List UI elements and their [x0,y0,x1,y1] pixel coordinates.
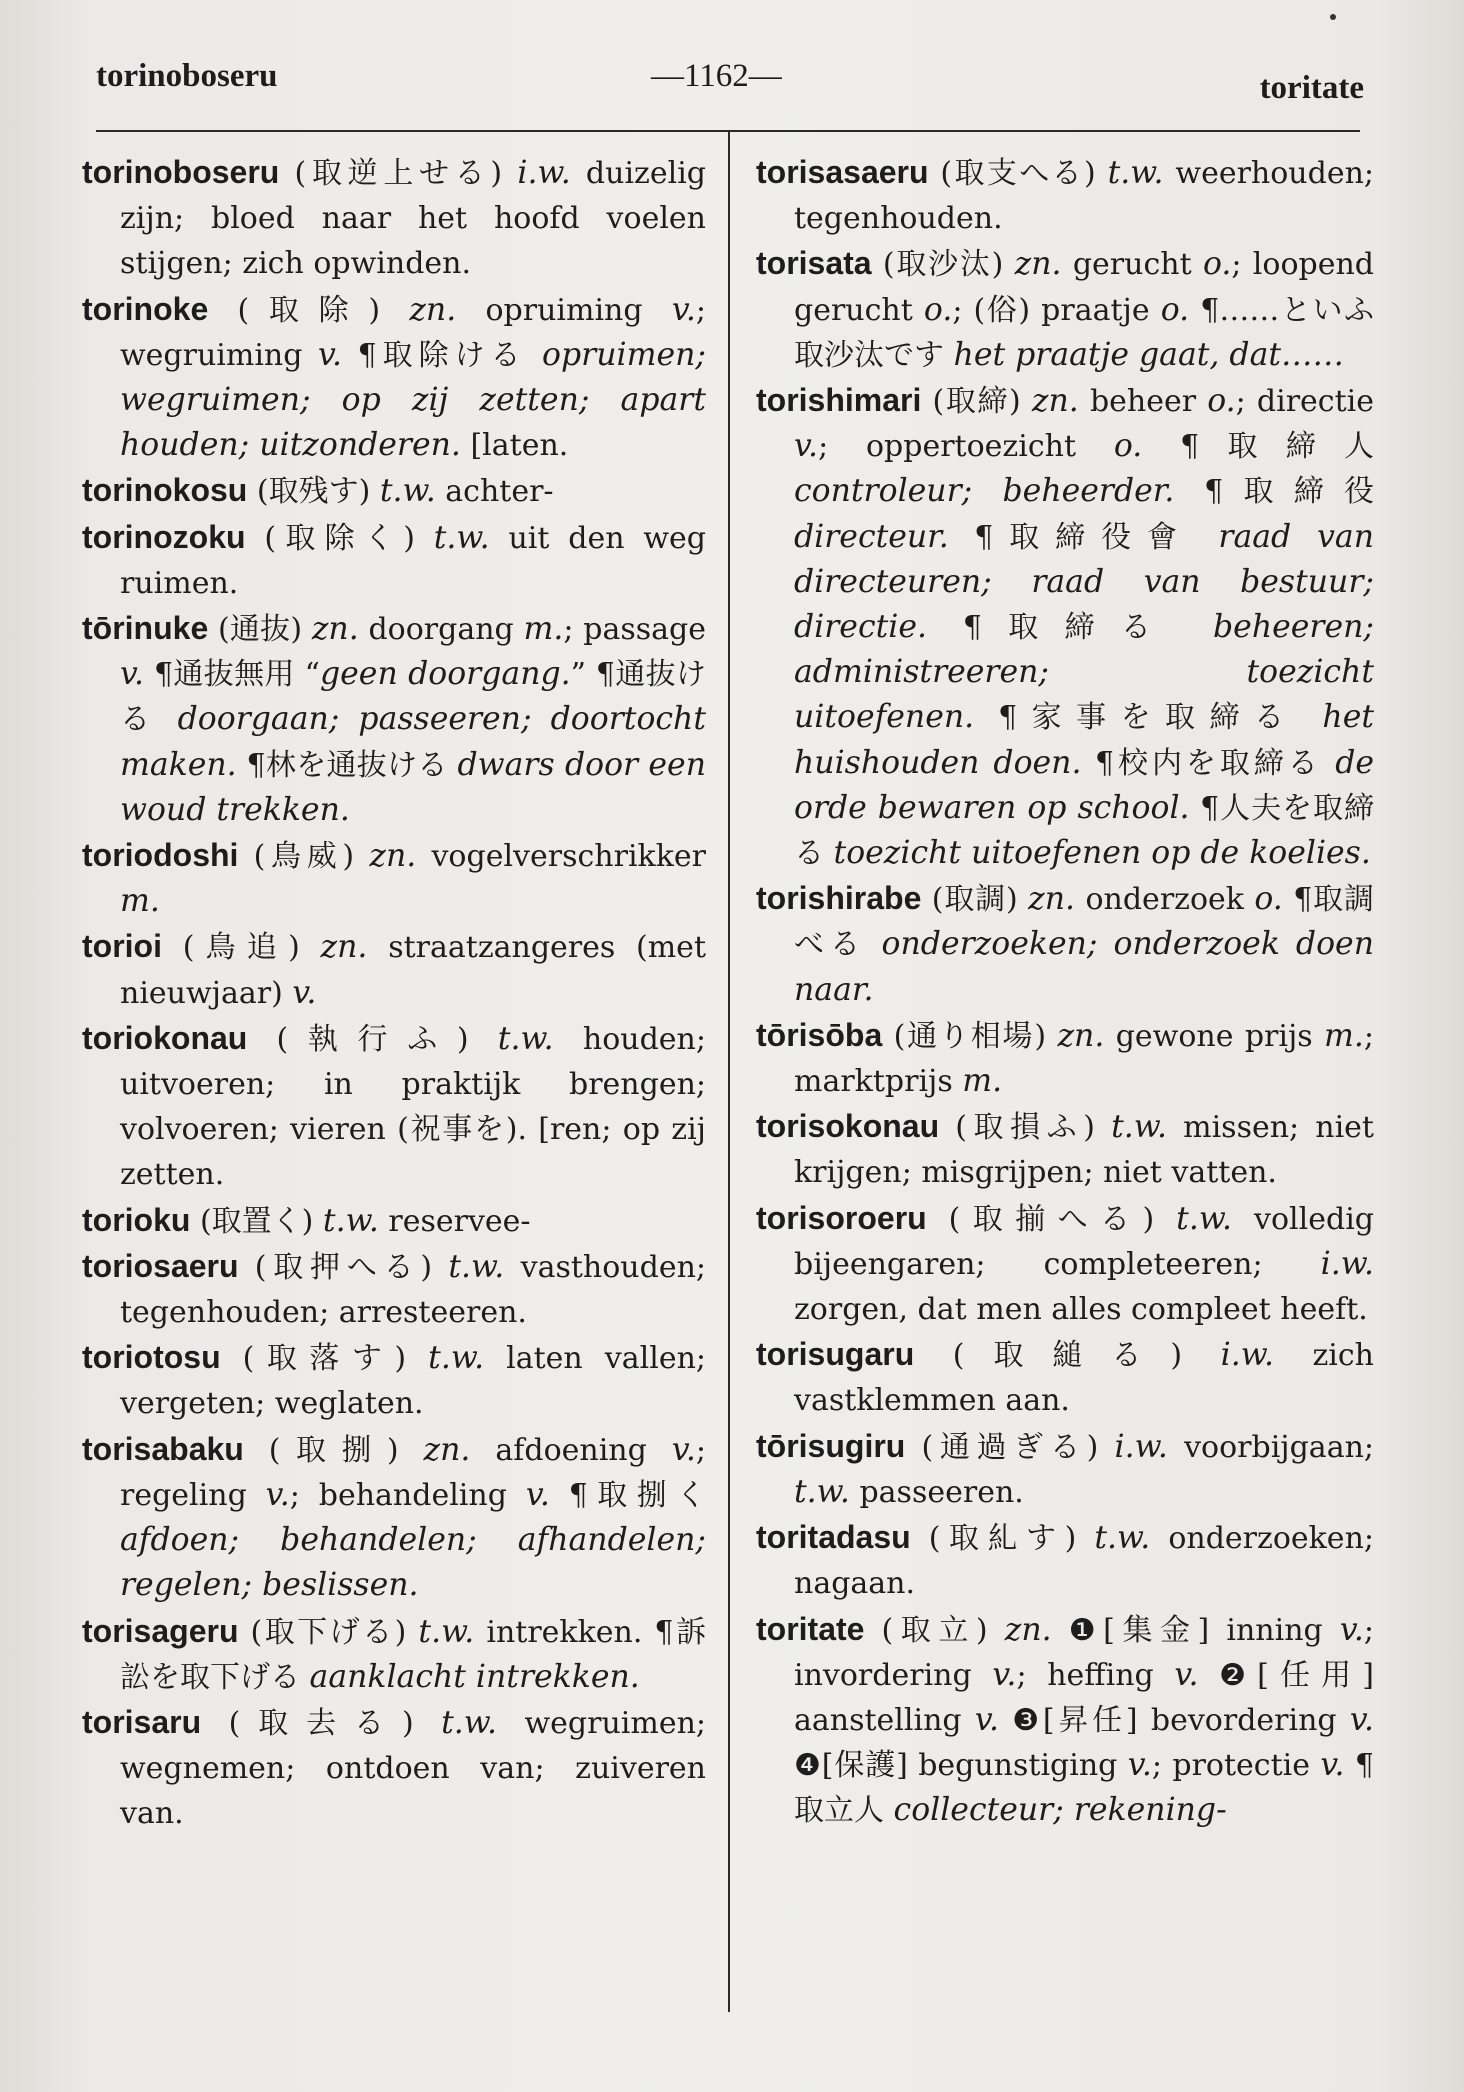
entry-text: passeeren. [849,1474,1024,1510]
entry-italic-text: aanklacht intrekken. [309,1658,640,1695]
entry-text: (取落す) [220,1341,429,1377]
entry-text: ¶家事を取締る [974,700,1323,736]
entry-text: ; regeling [120,1432,706,1513]
dictionary-entry [82,833,706,924]
entry-headword: torinokosu [82,472,248,509]
entry-text: (通抜) [208,612,312,648]
entry-italic-text: o. [1113,428,1143,465]
entry-italic-text: t.w. [441,1704,498,1741]
entry-text: onderzoek [1075,882,1255,918]
entry-headword: toritadasu [756,1519,911,1556]
column-divider [728,132,730,2012]
entry-text: ¶取捌く [549,1477,706,1513]
entry-headword: tōrinuke [82,610,209,647]
entry-text: (通り相場) [882,1018,1058,1054]
entry-italic-text: zn. [320,929,368,966]
entry-italic-text: m. [523,611,564,648]
entry-italic-text: t.w. [379,473,436,510]
entry-text: (取損ふ) [939,1110,1112,1146]
ink-speck [1330,14,1336,20]
entry-headword: torinoke [82,290,209,327]
entry-italic-text: controleur; beheerder. [794,473,1175,510]
dictionary-entry [756,1104,1374,1195]
entry-text: (取揃へる) [926,1201,1177,1237]
entry-text: ¶取締る [926,610,1214,646]
dictionary-entry [82,1427,706,1609]
entry-italic-text: toezicht uitoefenen op de koelies. [833,835,1371,872]
entry-italic-text: m. [1324,1017,1364,1054]
dictionary-entry [756,150,1374,241]
entry-italic-text: m. [120,883,160,920]
entry-italic-text: t.w. [322,1202,379,1239]
entry-text: (取除く) [245,520,434,556]
entry-text: ¶校内を取締る [1081,745,1336,781]
entry-headword: toriotosu [82,1339,221,1376]
entry-text: gewone prijs [1104,1018,1325,1054]
entry-text: ; passage [563,612,706,648]
entry-italic-text: collecteur; rekening- [893,1792,1227,1829]
entry-text: (鳥威) [238,839,370,875]
entry-headword: torisabaku [82,1430,244,1467]
entry-text: (取去る) [201,1705,442,1741]
entry-text: ; oppertoezicht [818,429,1114,465]
entry-headword: torisaru [82,1703,202,1740]
entry-text: (取置く) [190,1203,323,1239]
entry-headword: torisugaru [756,1336,915,1373]
dictionary-entry [756,1196,1374,1333]
header-last-word: toritate [1259,70,1364,106]
entry-text: ¶人夫を取締る [794,790,1374,872]
entry-italic-text: v. [292,974,317,1011]
entry-text: ¶取立人 [794,1748,1374,1829]
entry-italic-text: t.w. [433,519,490,556]
entry-text: reservee- [378,1203,531,1239]
entry-italic-text: t.w. [428,1340,485,1377]
entry-italic-text: afdoen; behandelen; afhandelen; regelen; beslissen. [120,1522,706,1604]
entry-italic-text: beheeren; administreeren; toezicht uitoefenen. [794,609,1374,736]
entry-text: (取沙汰) [871,247,1015,283]
dictionary-entry [82,468,706,514]
entry-text: missen; niet krijgen; misgrijpen; niet vatten. [794,1110,1374,1191]
dictionary-entry [756,1424,1374,1515]
entry-headword: torisageru [82,1612,239,1649]
left-column [82,150,706,1837]
entry-text: ; loopend gerucht [794,247,1374,328]
entry-italic-text: i.w. [1320,1245,1374,1282]
entry-italic-text: v. [671,291,696,328]
entry-italic-text: t.w. [418,1613,475,1650]
entry-text: (取残す) [247,474,380,510]
entry-text: ¶取締人 [1142,429,1374,465]
entry-text: ; marktprijs [794,1018,1375,1100]
entry-italic-text: dwars door een woud trekken. [120,746,706,828]
dictionary-entry [756,1607,1374,1834]
entry-text: (取下げる) [238,1614,419,1650]
entry-text: ; protectie [1151,1748,1321,1784]
entry-text: [laten. [460,428,569,464]
entry-italic-text: v. [1339,1611,1364,1648]
entry-italic-text: i.w. [1114,1428,1168,1465]
entry-headword: torishimari [756,382,922,419]
entry-text: ❷[任用] aanstelling [794,1657,1374,1738]
entry-headword: torioi [82,928,162,965]
entry-text: gerucht [1061,247,1203,283]
entry-italic-text: het huishouden doen. [794,699,1374,781]
entry-italic-text: v. [1174,1656,1199,1693]
entry-headword: torinozoku [82,518,246,555]
entry-text: (執行ふ) [247,1021,498,1057]
entry-text: ; invordering [794,1612,1374,1693]
dictionary-entry [756,378,1374,876]
dictionary-entry [82,1198,706,1244]
dictionary-entry [82,924,706,1015]
entry-italic-text: m. [962,1063,1003,1100]
entry-text: ❹[保護] begunstiging [794,1748,1128,1784]
dictionary-entry [82,1016,706,1198]
entry-headword: torisoroeru [756,1199,927,1236]
right-column [756,150,1374,1834]
entry-italic-text: o. [1207,383,1236,420]
entry-italic-text: zn. [1057,1017,1105,1054]
entry-italic-text: zn. [1028,881,1076,918]
entry-text: (取締) [921,384,1032,420]
entry-italic-text: o. [1202,246,1232,283]
entry-text: vasthouden; tegenhouden; arresteeren. [120,1249,706,1331]
dictionary-entry [82,287,706,469]
entry-headword: torishirabe [756,880,922,917]
entry-italic-text: v. [992,1656,1017,1693]
entry-italic-text: t.w. [1107,155,1164,191]
entry-text: ❸[昇任] bevordering [998,1702,1350,1738]
entry-italic-text: geen doorgang. [320,656,571,693]
entry-text: intrekken. ¶訴訟を取下げる [120,1614,706,1695]
entry-text: ” ¶通抜ける [120,657,706,738]
entry-text: vogelverschrikker [416,839,706,875]
entry-italic-text: v. [265,1476,290,1513]
entry-text: (取支へる) [928,156,1108,191]
dictionary-entry [82,1335,706,1426]
entry-italic-text: zn. [409,291,457,328]
entry-italic-text: doorgaan; passeeren; doortocht maken. [120,701,706,783]
entry-italic-text: zn. [1031,383,1079,420]
entry-text: (取捌) [243,1432,424,1468]
entry-text: (通過ぎる) [905,1429,1115,1465]
entry-headword: toritate [756,1610,865,1647]
entry-headword: tōrisugiru [756,1427,906,1464]
entry-italic-text: v. [1127,1747,1152,1784]
entry-text: (鳥追) [161,930,321,966]
entry-text: laten vallen; vergeten; weglaten. [120,1341,706,1422]
entry-text: ¶通抜無用 “ [144,657,320,693]
entry-headword: torinoboseru [82,154,280,190]
entry-headword: toriokonau [82,1019,248,1056]
entry-text: zorgen, dat men alles compleet heeft. [794,1292,1368,1328]
entry-italic-text: v. [794,428,819,465]
entry-text: ; wegruiming [120,292,707,373]
entry-headword: torisasaeru [756,154,929,190]
entry-italic-text: zn. [311,611,359,648]
dictionary-entry [82,515,706,606]
dictionary-entry [82,1609,706,1700]
entry-text: ❶[集金] inning [1051,1612,1340,1648]
entry-text: ¶取調べる [794,882,1375,963]
entry-text: wegruimen; wegnemen; ontdoen van; zuiveren van. [120,1705,707,1832]
dictionary-entry [82,606,706,833]
entry-text: duizelig zijn; bloed naar het hoofd voelen stijgen; zich opwinden. [120,156,707,282]
running-header [96,58,1364,118]
entry-italic-text: onderzoeken; onderzoek doen naar. [794,926,1374,1008]
entry-text: houden; uitvoeren; in praktijk brengen; volvoeren; vieren (祝事を). [ren; op zij zetten. [120,1021,706,1193]
entry-text: ¶取締役會 [948,519,1219,555]
entry-italic-text: zn. [423,1431,471,1468]
dictionary-entry [82,150,706,287]
entry-italic-text: zn. [369,838,417,875]
entry-text: ¶取締役 [1174,474,1374,510]
entry-text: weerhouden; tegenhouden. [794,156,1375,237]
entry-headword: toriodoshi [82,837,239,874]
entry-italic-text: o. [1160,291,1190,328]
entry-text: volledig bijeengaren; completeeren; [794,1201,1374,1282]
entry-text: straatzangeres (met nieuwjaar) [120,930,706,1011]
entry-italic-text: v. [974,1701,999,1738]
entry-italic-text: de orde bewaren op school. [794,744,1374,826]
dictionary-entry [756,1332,1374,1423]
entry-text: (取押へる) [238,1249,449,1285]
entry-text: uit den weg ruimen. [120,520,707,601]
entry-text: ¶取除ける [342,337,543,373]
page-number: —1162— [651,58,782,94]
entry-italic-text: t.w. [448,1248,505,1285]
entry-text: (取立) [864,1612,1005,1648]
entry-italic-text: t.w. [1094,1520,1151,1557]
entry-text: zich vastklemmen aan. [794,1338,1374,1419]
entry-italic-text: raad van directeuren; raad van bestuur; directie. [794,518,1374,646]
entry-italic-text: directeur. [794,518,949,555]
entry-text: voorbijgaan; [1167,1429,1375,1465]
entry-text: doorgang [358,612,524,648]
entry-italic-text: v. [120,656,145,693]
entry-italic-text: v. [317,336,343,373]
entry-headword: torioku [82,1201,191,1238]
entry-italic-text: t.w. [1111,1109,1168,1146]
dictionary-entry [82,1244,706,1335]
entry-italic-text: o. [923,291,953,328]
dictionary-entry [82,1700,706,1837]
entry-italic-text: i.w. [1220,1337,1274,1374]
entry-text: onderzoeken; nagaan. [794,1521,1374,1602]
entry-text: ; heffing [1016,1657,1175,1693]
entry-text: ; behandeling [289,1477,526,1513]
entry-italic-text: o. [1254,881,1283,918]
entry-italic-text: v. [1320,1747,1345,1784]
entry-italic-text: t.w. [497,1020,554,1057]
entry-italic-text: t.w. [794,1473,850,1510]
entry-text: achter- [435,474,554,510]
entry-italic-text: zn. [1014,246,1062,283]
entry-headword: toriosaeru [82,1247,239,1284]
entry-italic-text: v. [1349,1701,1374,1738]
entry-text: afdoening [470,1432,672,1468]
entry-text: beheer [1078,384,1208,420]
entry-text: ¶……といふ取沙汰です [794,292,1375,373]
dictionary-entry [756,876,1374,1013]
dictionary-entry [756,1515,1374,1606]
entry-text: (取除) [208,292,410,328]
entry-italic-text: het praatje gaat, dat…… [953,336,1345,373]
entry-italic-text: i.w. [517,155,571,191]
entry-text: opruiming [456,292,672,328]
dictionary-entry [756,241,1374,378]
dictionary-entry [756,1013,1374,1104]
entry-text: ¶林を通抜ける [236,747,458,783]
entry-italic-text: zn. [1004,1611,1052,1648]
entry-text: (取逆上せる) [279,156,518,191]
entry-italic-text: opruimen; wegruimen; op zij zetten; apart houden; uitzonderen. [120,336,706,464]
entry-text: (取調) [921,882,1029,918]
entry-headword: tōrisōba [756,1016,883,1053]
entry-text: (取縋る) [914,1338,1221,1374]
entry-headword: torisokonau [756,1108,940,1145]
entry-italic-text: v. [671,1431,696,1468]
entry-headword: torisata [756,245,872,282]
entry-italic-text: t.w. [1176,1200,1233,1237]
header-first-word: torinoboseru [96,58,278,94]
entry-text: (取糺す) [910,1521,1095,1557]
entry-italic-text: v. [525,1476,550,1513]
entry-text: ; directie [1235,384,1375,420]
entry-text: ; (俗) praatje [952,292,1161,328]
